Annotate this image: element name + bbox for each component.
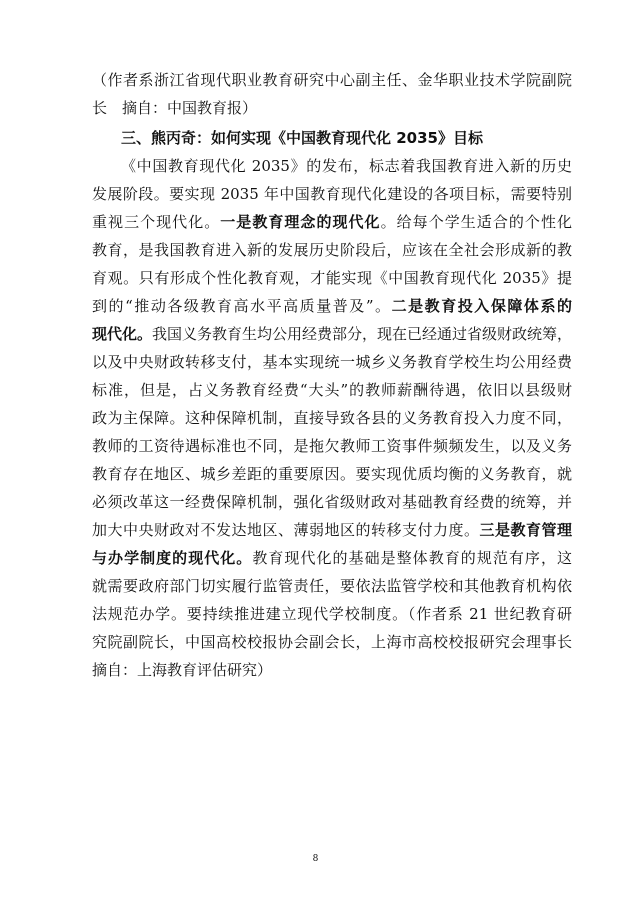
article-line: 教育存在地区、城乡差距的重要原因。要实现优质均衡的义务教育，就 (92, 465, 572, 483)
article-line (92, 544, 572, 572)
article-line (92, 208, 572, 236)
article-line: 就需要政府部门切实履行监管责任，要依法监管学校和其他教育机构依 (92, 577, 572, 595)
text-run: 到的“推动各级教育高水平高质量普及”。 (92, 297, 392, 315)
text-run: 。给每个学生适合的个性化 (380, 213, 572, 231)
article-line: 究院副院长，中国高校校报协会副会长，上海市高校校报研究会理事长 (92, 633, 572, 651)
section-heading: 三、熊丙奇：如何实现《中国教育现代化 2035》目标 (121, 129, 483, 147)
article-line: 教师的工资待遇标准也不同，是拖欠教师工资事件频频发生，以及义务 (92, 437, 572, 455)
text-run: 我国义务教育生均公用经费部分，现在已经通过省级财政统筹， (152, 325, 572, 343)
point-three-highlight: 三是教育管理 (479, 521, 572, 539)
article-line: 政为主保障。这种保障机制，直接导致各县的义务教育投入力度不同， (92, 409, 572, 427)
text-run: 教育现代化的基础是整体教育的规范有序，这 (252, 549, 572, 567)
point-one-highlight: 一是教育理念的现代化 (220, 213, 381, 231)
prev-attribution-line-2 (92, 94, 572, 122)
article-line: 育观。只有形成个性化教育观，才能实现《中国教育现代化 2035》提 (92, 269, 572, 287)
article-line: 必须改革这一经费保障机制，强化省级财政对基础教育经费的统筹，并 (92, 493, 572, 511)
article-line (92, 516, 572, 544)
article-line: 法规范办学。要持续推进建立现代学校制度。（作者系 21 世纪教育研 (92, 605, 572, 623)
article-line: 《中国教育现代化 2035》的发布，标志着我国教育进入新的历史 (121, 157, 572, 175)
point-two-highlight-cont: 现代化。 (92, 325, 153, 343)
prev-attribution-text-2: 长 摘自：中国教育报） (92, 99, 258, 117)
article-line: 发展阶段。要实现 2035 年中国教育现代化建设的各项目标，需要特别 (92, 185, 572, 203)
article-line: 摘自：上海教育评估研究） (92, 661, 273, 679)
prev-attribution-line-1 (92, 66, 572, 94)
text-run: 重视三个现代化。 (92, 213, 221, 231)
article-line (92, 292, 572, 320)
text-run: 加大中央财政对不发达地区、薄弱地区的转移支付力度。 (92, 521, 480, 539)
point-two-highlight: 二是教育投入保障体系的 (391, 297, 572, 315)
point-three-highlight-cont: 与办学制度的现代化。 (92, 549, 253, 567)
page-number: 8 (312, 854, 319, 864)
article-line: 以及中央财政转移支付，基本实现统一城乡义务教育学校生均公用经费 (92, 353, 572, 371)
article-line (92, 320, 572, 348)
article-line: 标准，但是，占义务教育经费“大头”的教师薪酬待遇，依旧以县级财 (92, 381, 572, 399)
prev-attribution-text-1: （作者系浙江省现代职业教育研究中心副主任、金华职业技术学院副院 (92, 71, 572, 89)
article-line: 教育，是我国教育进入新的发展历史阶段后，应该在全社会形成新的教 (92, 241, 572, 259)
